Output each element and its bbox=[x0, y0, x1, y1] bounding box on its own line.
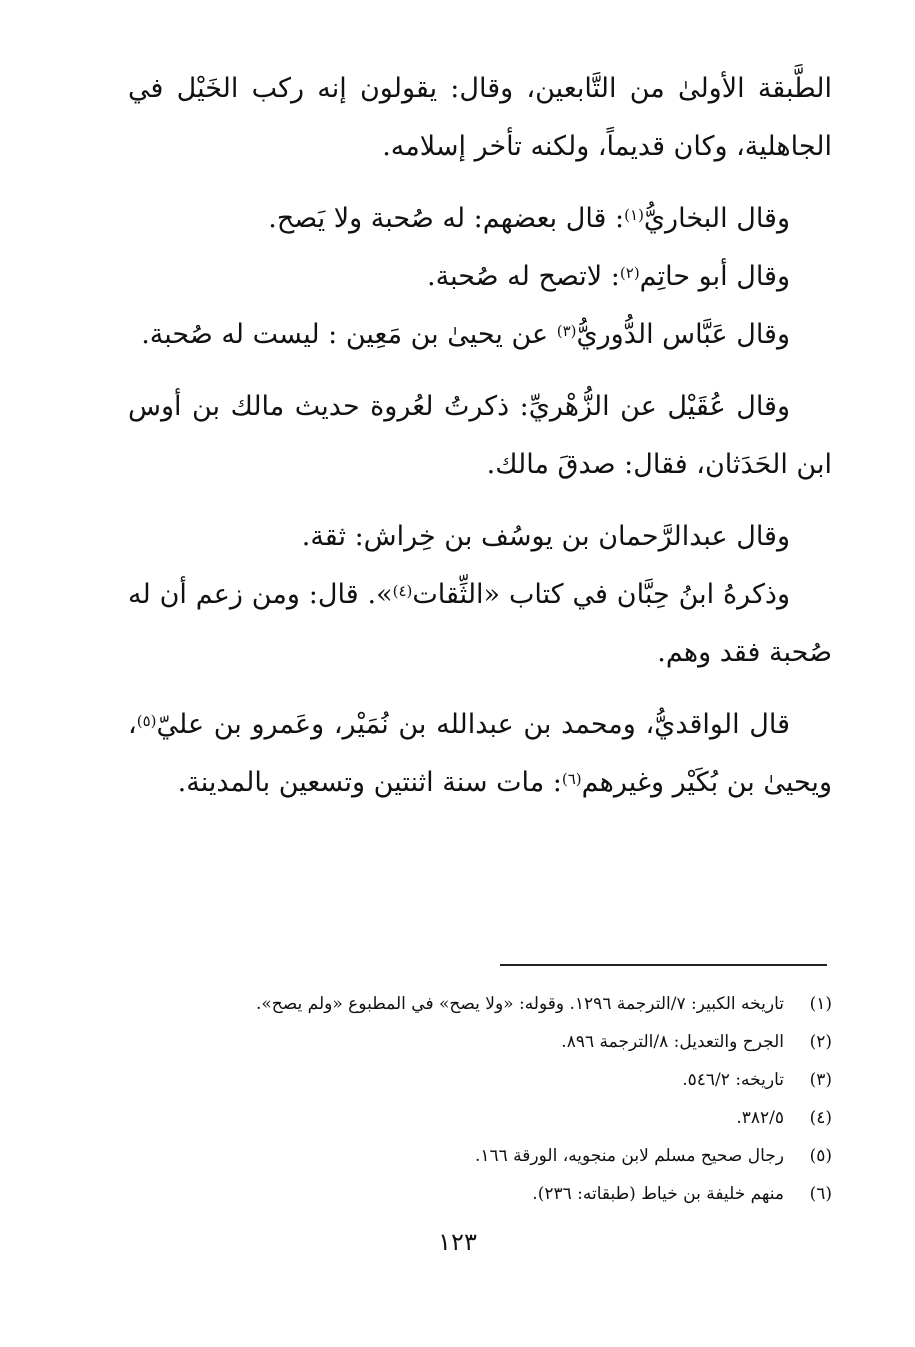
paragraph bbox=[128, 190, 832, 248]
footnote-ref[interactable]: (٤) bbox=[392, 582, 413, 600]
footnote-ref[interactable]: (١) bbox=[624, 206, 644, 224]
paragraph bbox=[128, 508, 832, 566]
paragraph-text: قال الواقديُّ، ومحمد بن عبدالله بن نُمَيْر، وعَمرو بن عليّ bbox=[156, 709, 790, 740]
footnote-ref[interactable]: (٦) bbox=[561, 770, 582, 788]
paragraph-text: وقال البخاريُّ bbox=[643, 203, 790, 234]
footnote-ref[interactable]: (٢) bbox=[619, 264, 640, 282]
footnote-ref[interactable]: (٣) bbox=[556, 322, 577, 340]
paragraph bbox=[128, 696, 832, 812]
footnote-text: تاريخه: ٥٤٦/٢. bbox=[682, 1070, 784, 1090]
paragraph-text: ». قال: ومن زعم أن له صُحبة فقد وهم. bbox=[128, 579, 832, 668]
footnote-number: (٣) bbox=[809, 1070, 832, 1090]
footnote-text: رجال صحيح مسلم لابن منجويه، الورقة ١٦٦. bbox=[474, 1146, 784, 1166]
footnote-text: ٣٨٢/٥. bbox=[736, 1108, 784, 1128]
paragraph bbox=[128, 306, 832, 364]
paragraph bbox=[128, 60, 832, 176]
paragraph-text: وذكرهُ ابنُ حِبَّان في كتاب «الثِّقات bbox=[412, 579, 790, 610]
footnote-number: (٤) bbox=[809, 1108, 832, 1128]
footnote bbox=[128, 1023, 832, 1061]
footnote-number: (١) bbox=[809, 994, 832, 1014]
footnotes bbox=[128, 985, 832, 1213]
footnote bbox=[128, 1175, 832, 1213]
paragraph-text: وقال عَبَّاس الدُّوريُّ bbox=[576, 319, 790, 350]
paragraph-text: : لاتصح له صُحبة. bbox=[427, 261, 620, 292]
paragraph bbox=[128, 248, 832, 306]
paragraph-text: وقال عبدالرَّحمان بن يوسُف بن خِراش: ثقة. bbox=[301, 521, 790, 552]
paragraph-text: : مات سنة اثنتين وتسعين بالمدينة. bbox=[177, 767, 562, 798]
paragraph-text: ، ويحيىٰ بن بُكَيْر وغيرهم bbox=[128, 709, 832, 798]
footnote bbox=[128, 1099, 832, 1137]
main-text bbox=[128, 60, 832, 812]
footnote-text: تاريخه الكبير: ٧/الترجمة ١٢٩٦. وقوله: «ولا يصح» في المطبوع «ولم يصح». bbox=[256, 994, 784, 1014]
footnote-divider bbox=[500, 964, 827, 966]
paragraph bbox=[128, 378, 832, 494]
footnote-number: (٥) bbox=[809, 1146, 832, 1166]
paragraph-text: الطَّبقة الأولىٰ من التَّابعين، وقال: يقولون إنه ركب الخَيْل في الجاهلية، وكان قديماً، ولكنه تأخر إسلامه. bbox=[128, 73, 832, 162]
footnote bbox=[128, 985, 832, 1023]
footnote-text: منهم خليفة بن خياط (طبقاته: ٢٣٦). bbox=[532, 1184, 784, 1204]
footnote-number: (٢) bbox=[809, 1032, 832, 1052]
footnote bbox=[128, 1137, 832, 1175]
footnote-number: (٦) bbox=[809, 1184, 832, 1204]
footnote bbox=[128, 1061, 832, 1099]
paragraph-text: : قال بعضهم: له صُحبة ولا يَصح. bbox=[268, 203, 625, 234]
paragraph bbox=[128, 566, 832, 682]
paragraph-text: عن يحيىٰ بن مَعِين : ليست له صُحبة. bbox=[141, 319, 557, 350]
paragraph-text: وقال عُقَيْل عن الزُّهْريِّ: ذكرتُ لعُروة حديث مالك بن أوس ابن الحَدَثان، فقال: صدقَ مالك. bbox=[128, 391, 832, 480]
paragraph-text: وقال أبو حاتِم bbox=[639, 261, 790, 292]
page-number: ١٢٣ bbox=[438, 1228, 477, 1256]
footnote-ref[interactable]: (٥) bbox=[136, 712, 157, 730]
footnote-text: الجرح والتعديل: ٨/الترجمة ٨٩٦. bbox=[561, 1032, 784, 1052]
